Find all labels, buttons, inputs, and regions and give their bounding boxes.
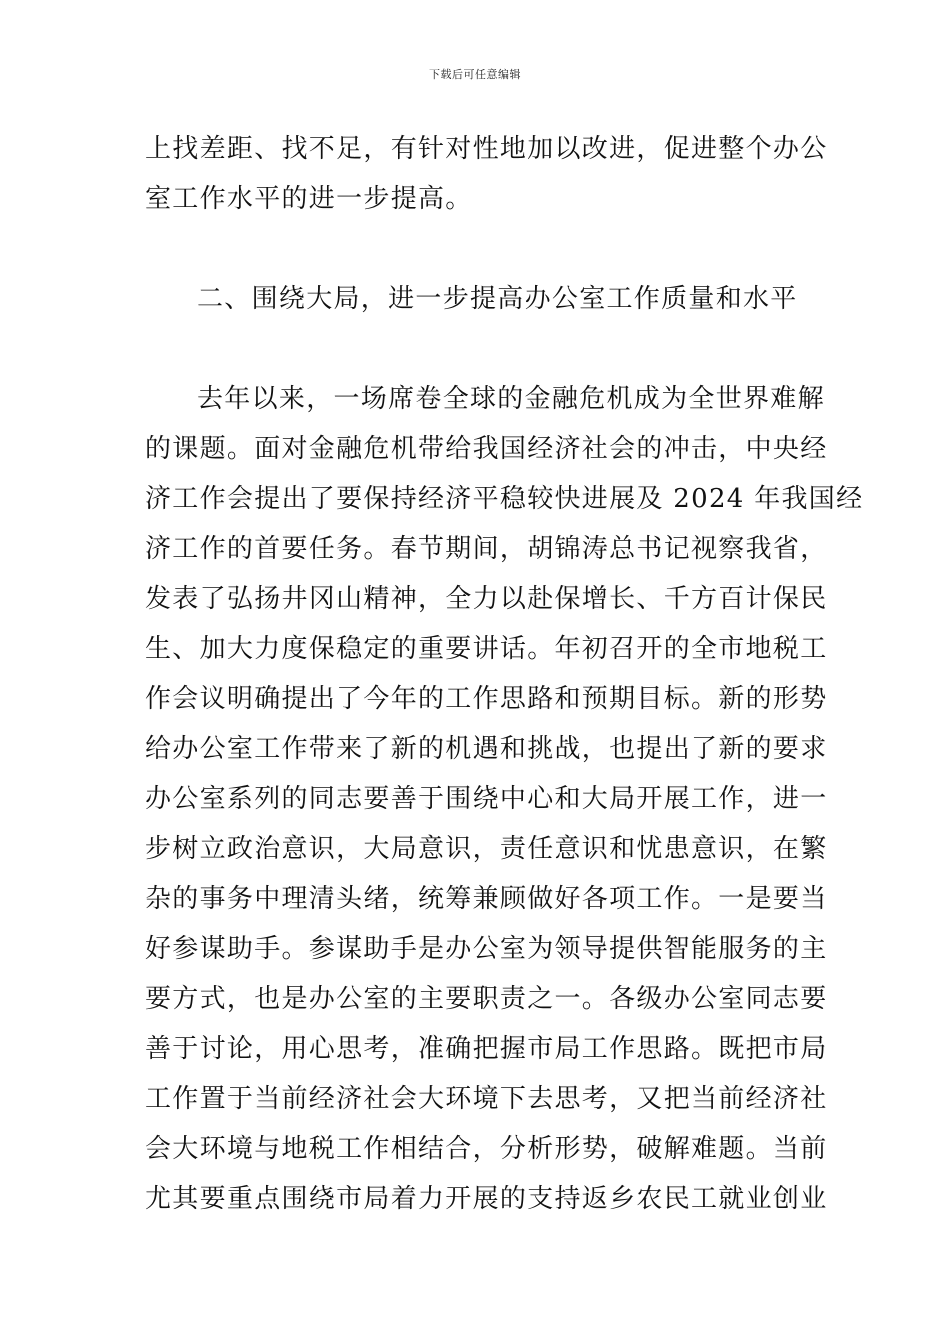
paragraph-line: 好参谋助手。参谋助手是办公室为领导提供智能服务的主 [145,934,828,964]
paragraph-line: 生、加大力度保稳定的重要讲话。年初召开的全市地税工 [145,634,828,664]
paragraph-line: 步树立政治意识，大局意识，责任意识和忧患意识，在繁 [145,834,828,864]
paragraph-line: 给办公室工作带来了新的机遇和挑战，也提出了新的要求 [145,734,828,764]
paragraph-line: 会大环境与地税工作相结合，分析形势，破解难题。当前 [145,1134,828,1164]
paragraph-line: 尤其要重点围绕市局着力开展的支持返乡农民工就业创业 [145,1184,828,1214]
paragraph-line: 室工作水平的进一步提高。 [145,184,473,214]
paragraph-line: 善于讨论，用心思考，准确把握市局工作思路。既把市局 [145,1034,828,1064]
page-header: 下载后可任意编辑 [429,68,521,81]
paragraph-line: 济工作的首要任务。春节期间，胡锦涛总书记视察我省， [145,534,828,564]
section-heading: 二、围绕大局，进一步提高办公室工作质量和水平 [197,284,798,314]
paragraph-line: 的课题。面对金融危机带给我国经济社会的冲击，中央经 [145,434,828,464]
paragraph-line: 工作置于当前经济社会大环境下去思考，又把当前经济社 [145,1084,828,1114]
paragraph-line: 去年以来，一场席卷全球的金融危机成为全世界难解 [197,384,825,414]
paragraph-line: 要方式，也是办公室的主要职责之一。各级办公室同志要 [145,984,828,1014]
paragraph-line: 上找差距、找不足，有针对性地加以改进，促进整个办公 [145,134,828,164]
paragraph-line: 办公室系列的同志要善于围绕中心和大局开展工作，进一 [145,784,828,814]
paragraph-line: 作会议明确提出了今年的工作思路和预期目标。新的形势 [145,684,828,714]
paragraph-line: 济工作会提出了要保持经济平稳较快进展及 2024 年我国经 [145,484,864,514]
paragraph-line: 发表了弘扬井冈山精神，全力以赴保增长、千方百计保民 [145,584,828,614]
paragraph-line: 杂的事务中理清头绪，统筹兼顾做好各项工作。一是要当 [145,884,828,914]
